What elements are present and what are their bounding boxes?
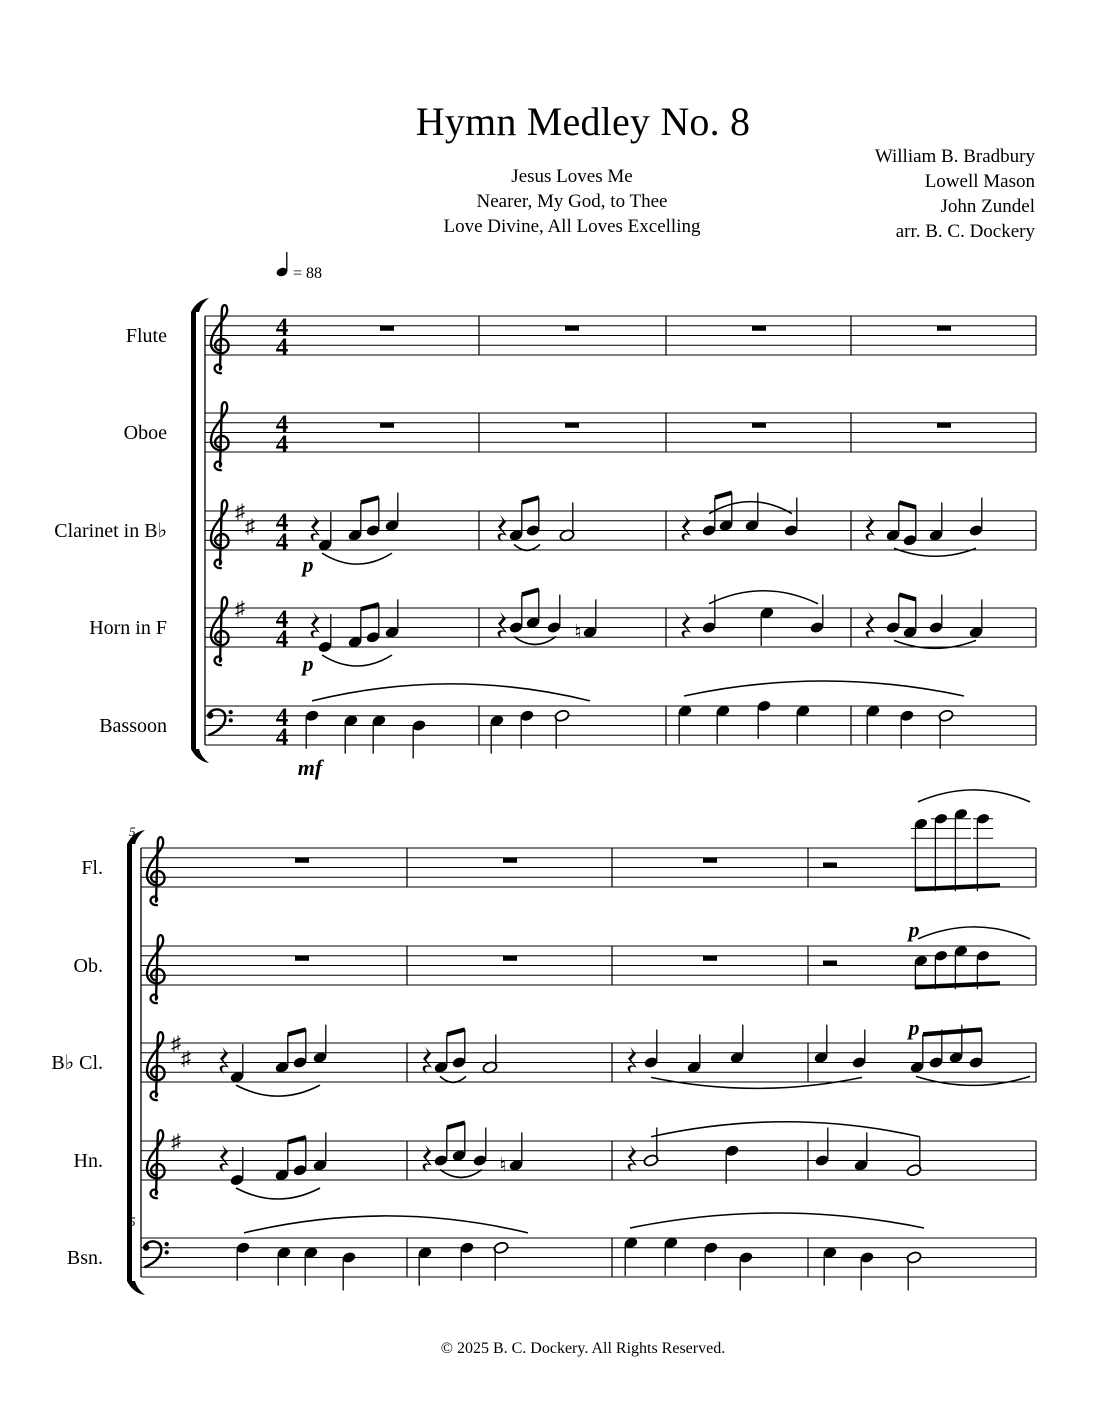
beam [899,502,916,507]
whole-rest [752,326,766,331]
slur [322,553,392,564]
key-sharp-icon: ♯ [235,501,245,523]
slur [709,591,818,604]
slur [236,1188,320,1199]
subtitle-line: Jesus Loves Me [511,166,633,187]
measure-number: 5 [129,824,136,839]
time-signature-top: 4 [275,704,289,731]
quarter-rest [682,515,691,542]
dynamic-marking: p [302,552,314,577]
measure-number: 5 [129,1214,136,1229]
treble-clef-icon [147,935,165,1003]
instrument-label: Bassoon [99,715,167,737]
slur [684,681,964,696]
quarter-rest [220,1145,229,1172]
whole-rest [703,956,717,961]
dynamic-marking: p [908,916,920,942]
slur [244,1216,528,1233]
dynamic-marking: mf [297,755,323,780]
instrument-label: Bsn. [66,1247,103,1269]
half-rest [823,863,837,868]
whole-rest [937,423,951,428]
slur [651,1122,920,1137]
key-sharp-icon: ♯ [181,1048,191,1070]
beam [288,1030,306,1035]
slur [918,927,1030,939]
slur [440,1076,466,1082]
natural-sign-icon: ♮ [499,1154,507,1177]
slur [514,544,540,550]
subtitle-line: Nearer, My God, to Thee [476,191,668,212]
instrument-label: Fl. [81,857,103,879]
time-signature-bottom: 4 [275,334,289,361]
slur [651,1077,862,1088]
quarter-rest [423,1047,432,1074]
quarter-rest [628,1047,637,1074]
beam [715,493,732,498]
instrument-label: Ob. [73,955,103,977]
key-sharp-icon: ♯ [235,598,245,620]
quarter-rest [498,612,507,639]
treble-clef-icon [147,837,165,905]
treble-clef-icon [211,500,229,568]
beam [447,1123,465,1128]
beam [522,498,539,503]
whole-rest [565,423,579,428]
treble-clef-icon [147,1130,165,1198]
beam [899,595,916,600]
dynamic-marking: p [908,1014,920,1040]
treble-clef-icon [211,597,229,665]
treble-clef-icon [211,402,229,470]
beam [522,590,539,595]
bracket-hook [127,1281,145,1295]
dynamic-marking: p [302,651,314,676]
slur [894,548,976,556]
treble-clef-icon [211,305,229,373]
whole-rest [752,423,766,428]
bracket-hook [191,749,209,763]
bracket-hook [191,298,209,312]
slur [630,1213,924,1228]
whole-rest [380,326,394,331]
tempo-marking: = 88 [293,265,323,282]
time-signature-bottom: 4 [275,626,289,653]
whole-rest [503,858,517,863]
quarter-rest [220,1047,229,1074]
instrument-label: Clarinet in B♭ [54,520,167,542]
quarter-rest [423,1145,432,1172]
instrument-label: Oboe [123,422,167,444]
composer-line: John Zundel [940,196,1035,217]
quarter-rest [311,515,320,542]
whole-rest [503,956,517,961]
slur [916,1076,1030,1085]
whole-rest [703,858,717,863]
beam [915,983,1000,987]
bass-clef-icon [207,709,233,735]
instrument-label: Flute [125,325,167,347]
quarter-rest [866,612,875,639]
system-bracket [191,312,196,749]
key-sharp-icon: ♯ [245,516,255,538]
time-signature-top: 4 [275,509,289,536]
whole-rest [937,326,951,331]
time-signature-bottom: 4 [275,529,289,556]
slur [236,1085,320,1096]
beam [923,1030,982,1035]
whole-rest [380,423,394,428]
time-signature-bottom: 4 [275,431,289,458]
quarter-rest [311,612,320,639]
half-rest [823,961,837,966]
quarter-rest [866,515,875,542]
composer-line: William B. Bradbury [874,146,1035,167]
whole-rest [565,326,579,331]
time-signature-top: 4 [275,411,289,438]
instrument-label: Horn in F [89,617,167,639]
instrument-label: Hn. [73,1150,103,1172]
key-sharp-icon: ♯ [171,1033,181,1055]
composer-line: Lowell Mason [924,171,1035,192]
score-title: Hymn Medley No. 8 [415,99,751,144]
quarter-rest [498,515,507,542]
slur [312,684,590,701]
time-signature-top: 4 [275,314,289,341]
treble-clef-icon [147,1032,165,1100]
instrument-label: B♭ Cl. [51,1052,103,1074]
arranger-line: arr. B. C. Dockery [895,221,1035,242]
slur [322,655,392,666]
quarter-rest [682,612,691,639]
time-signature-bottom: 4 [275,724,289,751]
beam [361,498,379,503]
copyright-notice: © 2025 B. C. Dockery. All Rights Reserved. [440,1340,726,1357]
natural-sign-icon: ♮ [574,621,582,644]
slur [709,502,792,514]
subtitle-line: Love Divine, All Loves Excelling [443,216,701,237]
whole-rest [295,858,309,863]
quarter-rest [628,1145,637,1172]
whole-rest [295,956,309,961]
key-sharp-icon: ♯ [171,1131,181,1153]
beam [447,1030,465,1035]
time-signature-top: 4 [275,606,289,633]
slur [918,790,1030,802]
beam [915,885,1000,889]
bass-clef-icon [143,1241,169,1267]
